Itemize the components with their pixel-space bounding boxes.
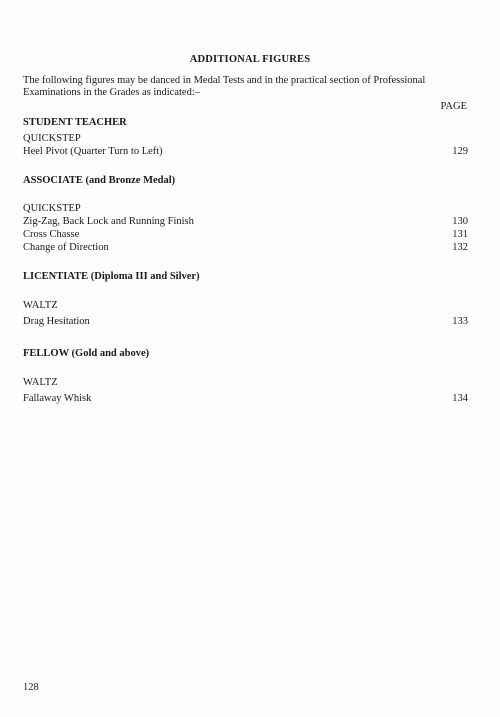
figure-name: Zig-Zag, Back Lock and Running Finish — [23, 216, 194, 227]
page-number-footer: 128 — [23, 682, 39, 693]
figure-row — [23, 146, 468, 159]
section-heading-student-teacher: STUDENT TEACHER — [23, 117, 127, 128]
figure-row — [23, 242, 468, 255]
figure-row — [23, 316, 468, 329]
dance-name-waltz: WALTZ — [23, 300, 58, 311]
section-heading-associate: ASSOCIATE (and Bronze Medal) — [23, 175, 176, 186]
intro-line-2: Examinations in the Grades as indicated:– — [23, 87, 200, 98]
figure-page-number: 132 — [452, 242, 468, 253]
figure-name: Change of Direction — [23, 242, 109, 253]
figure-row — [23, 229, 468, 242]
figure-page-number: 134 — [452, 393, 468, 404]
figure-page-number: 131 — [452, 229, 468, 240]
dance-name-quickstep: QUICKSTEP — [23, 203, 81, 214]
intro-paragraph — [23, 75, 468, 99]
figure-name: Fallaway Whisk — [23, 393, 92, 404]
dance-name-waltz: WALTZ — [23, 377, 58, 388]
section-heading-licentiate: LICENTIATE (Diploma III and Silver) — [23, 271, 200, 282]
page-column-label: PAGE — [440, 101, 467, 112]
figure-row — [23, 216, 468, 229]
figure-page-number: 130 — [452, 216, 468, 227]
section-heading-fellow: FELLOW (Gold and above) — [23, 348, 150, 359]
figure-name: Cross Chasse — [23, 229, 80, 240]
figure-name: Heel Pivot (Quarter Turn to Left) — [23, 146, 163, 157]
figure-page-number: 129 — [452, 146, 468, 157]
figure-name: Drag Hesitation — [23, 316, 90, 327]
page-title: ADDITIONAL FIGURES — [189, 54, 311, 65]
intro-line-1: The following figures may be danced in Medal Tests and in the practical section of Professional — [23, 75, 426, 86]
dance-name-quickstep: QUICKSTEP — [23, 133, 81, 144]
figure-page-number: 133 — [452, 316, 468, 327]
figure-row — [23, 393, 468, 406]
